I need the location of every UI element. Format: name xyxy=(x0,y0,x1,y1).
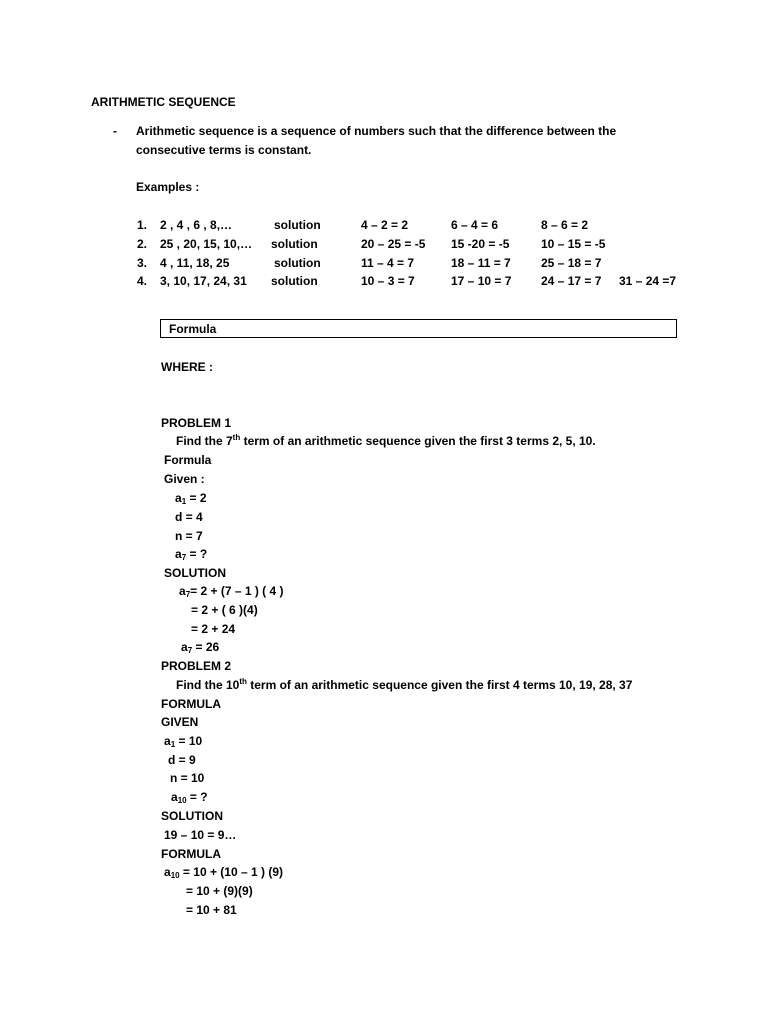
solution-step-1 xyxy=(179,583,284,599)
problem-1-question xyxy=(176,433,596,449)
solution-step-3: = 10 + 81 xyxy=(186,903,237,917)
given-a7 xyxy=(175,546,207,562)
term-index: 7 xyxy=(185,590,191,599)
example-difference: 4 – 2 = 2 xyxy=(361,218,409,232)
term-symbol: a xyxy=(175,547,182,561)
term-index: 10 xyxy=(177,796,187,805)
definition-line-1: Arithmetic sequence is a sequence of numbers such that the difference between the xyxy=(136,124,617,138)
example-difference: 10 – 15 = -5 xyxy=(541,237,606,251)
term-symbol: a xyxy=(171,790,178,804)
given-d: d = 4 xyxy=(175,510,203,524)
problem-2-solution-label: SOLUTION xyxy=(161,809,223,823)
example-number: 1. xyxy=(137,218,148,232)
question-text: term of an arithmetic sequence given the first 4 terms 10, 19, 28, 37 xyxy=(246,678,633,692)
term-index: 1 xyxy=(181,497,187,506)
example-difference: 11 – 4 = 7 xyxy=(361,256,415,270)
example-sequence: 2 , 4 , 6 , 8,… xyxy=(160,218,233,232)
example-number: 2. xyxy=(137,237,148,251)
ordinal-suffix: th xyxy=(239,677,247,686)
term-value: = ? xyxy=(186,790,208,804)
step-text: = 10 + (10 – 1 ) (9) xyxy=(179,865,283,879)
step-text: = 2 + (7 – 1 ) ( 4 ) xyxy=(190,584,284,598)
question-text: Find the 10 xyxy=(176,678,240,692)
where-label: WHERE : xyxy=(161,360,213,374)
example-difference: 20 – 25 = -5 xyxy=(361,237,426,251)
solution-step-2: = 2 + ( 6 )(4) xyxy=(191,603,258,617)
solution-step-2: = 10 + (9)(9) xyxy=(186,884,253,898)
solution-step-3: = 2 + 24 xyxy=(191,622,236,636)
question-text: Find the 7 xyxy=(176,434,233,448)
term-symbol: a xyxy=(179,584,186,598)
example-sequence: 3, 10, 17, 24, 31 xyxy=(160,274,247,288)
given-n: n = 7 xyxy=(175,529,203,543)
problem-2-given-label: GIVEN xyxy=(161,715,199,729)
given-n: n = 10 xyxy=(170,771,205,785)
problem-2-heading: PROBLEM 2 xyxy=(161,659,232,673)
given-a1 xyxy=(175,490,207,506)
term-index: 7 xyxy=(181,553,187,562)
example-difference: 18 – 11 = 7 xyxy=(451,256,511,270)
term-value: = 10 xyxy=(175,734,203,748)
problem-1-heading: PROBLEM 1 xyxy=(161,416,232,430)
definition-line-2: consecutive terms is constant. xyxy=(136,143,312,157)
term-value: = 2 xyxy=(186,491,207,505)
problem-1-formula-label: Formula xyxy=(164,453,212,467)
example-difference: 8 – 6 = 2 xyxy=(541,218,589,232)
term-index: 7 xyxy=(187,646,193,655)
difference-line: 19 – 10 = 9… xyxy=(164,828,237,842)
example-solution-label: solution xyxy=(274,256,321,270)
term-symbol: a xyxy=(164,734,171,748)
ordinal-suffix: th xyxy=(232,433,241,442)
example-difference: 25 – 18 = 7 xyxy=(541,256,602,270)
problem-2-formula-label: FORMULA xyxy=(161,697,221,711)
term-index: 10 xyxy=(170,871,180,880)
problem-2-formula-label-2: FORMULA xyxy=(161,847,221,861)
term-symbol: a xyxy=(181,640,188,654)
given-a10 xyxy=(171,789,208,805)
example-number: 4. xyxy=(137,274,148,288)
example-sequence: 25 , 20, 15, 10,… xyxy=(160,237,253,251)
example-difference: 6 – 4 = 6 xyxy=(451,218,499,232)
example-difference: 24 – 17 = 7 xyxy=(541,274,602,288)
problem-1-given-label: Given : xyxy=(164,472,205,486)
page-title: ARITHMETIC SEQUENCE xyxy=(91,95,236,109)
problem-1-solution-label: SOLUTION xyxy=(164,566,226,580)
example-sequence: 4 , 11, 18, 25 xyxy=(160,256,230,270)
term-symbol: a xyxy=(164,865,171,879)
formula-box xyxy=(160,319,677,338)
example-difference: 17 – 10 = 7 xyxy=(451,274,512,288)
example-solution-label: solution xyxy=(271,274,318,288)
solution-step-1 xyxy=(164,864,283,880)
example-difference: 31 – 24 =7 xyxy=(619,274,677,288)
step-text: = 26 xyxy=(192,640,220,654)
term-value: = ? xyxy=(186,547,208,561)
given-d: d = 9 xyxy=(168,753,196,767)
example-number: 3. xyxy=(137,256,148,270)
example-difference: 10 – 3 = 7 xyxy=(361,274,415,288)
formula-box-label: Formula xyxy=(169,322,217,336)
term-symbol: a xyxy=(175,491,182,505)
solution-step-4 xyxy=(181,639,219,655)
example-difference: 15 -20 = -5 xyxy=(451,237,510,251)
question-text: term of an arithmetic sequence given the first 3 terms 2, 5, 10. xyxy=(240,434,596,448)
problem-2-question xyxy=(176,677,632,693)
given-a1 xyxy=(164,733,202,749)
bullet-dash: - xyxy=(113,124,117,138)
term-index: 1 xyxy=(170,740,176,749)
example-solution-label: solution xyxy=(274,218,321,232)
example-solution-label: solution xyxy=(271,237,318,251)
examples-heading: Examples : xyxy=(136,180,200,194)
